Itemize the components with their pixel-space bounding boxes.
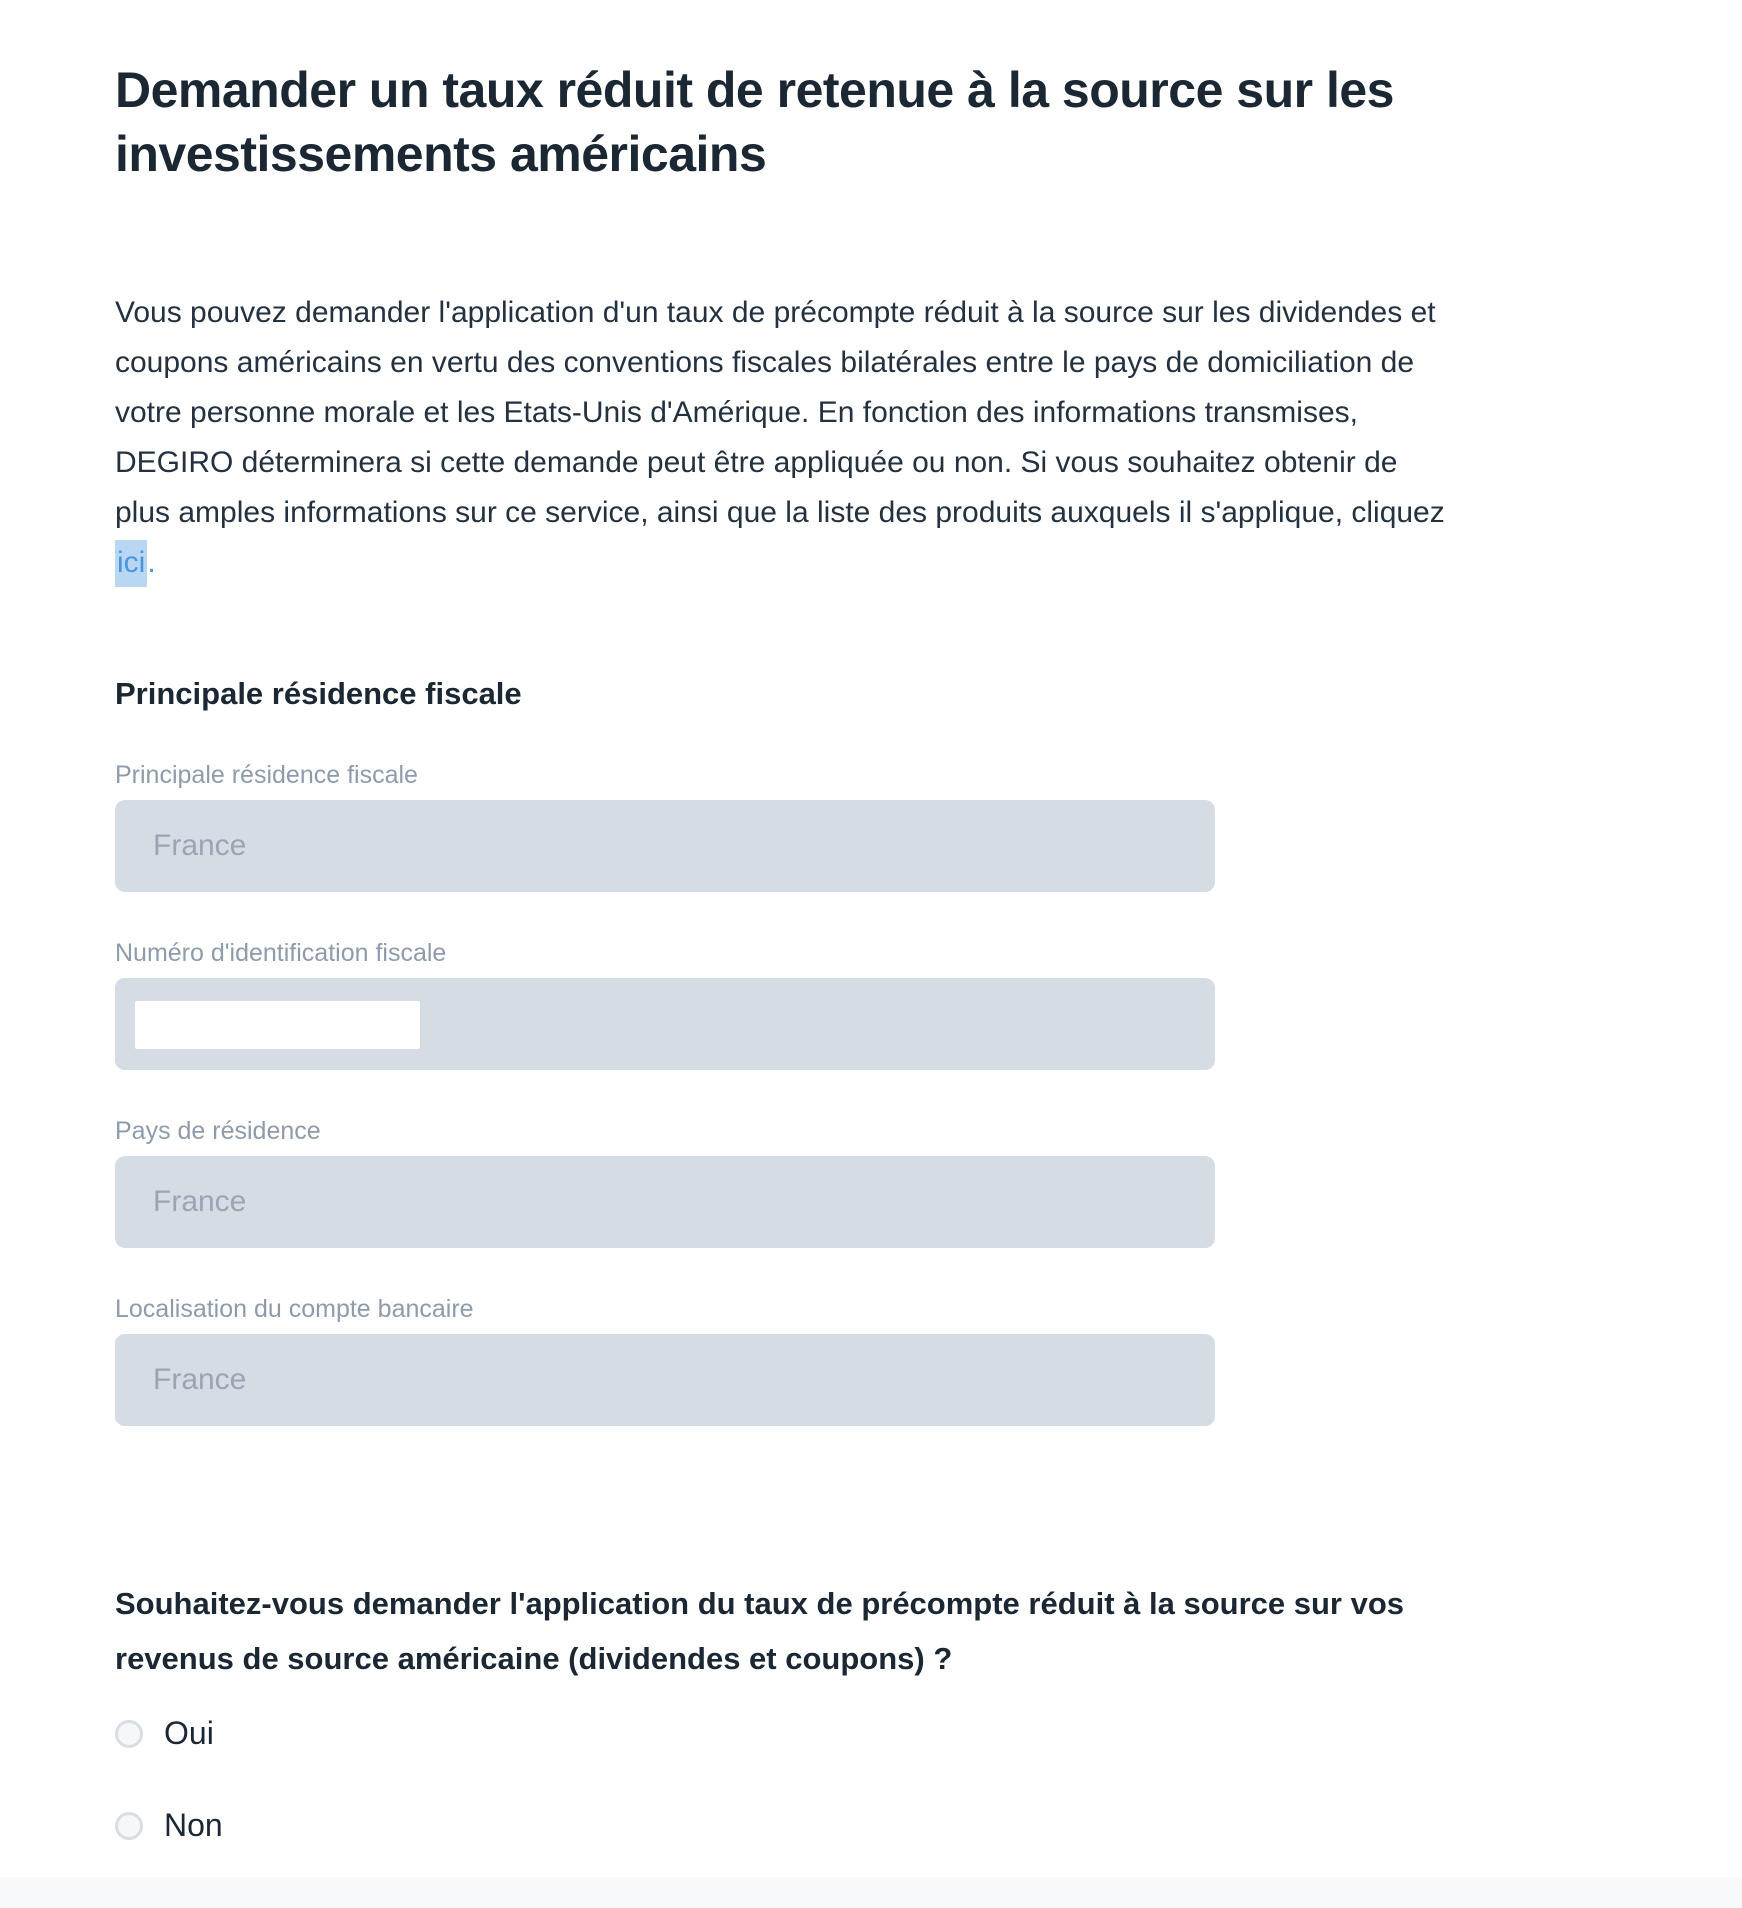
localisation-compte-bancaire-input[interactable] bbox=[115, 1334, 1215, 1426]
intro-line: coupons américains en vertu des conventions fiscales bilatérales entre le pays de domiciliation de bbox=[115, 346, 1415, 379]
intro-line: Vous pouvez demander l'application d'un taux de précompte réduit à la source sur les dividendes et bbox=[115, 296, 1436, 329]
localisation-compte-bancaire-label: Localisation du compte bancaire bbox=[115, 1295, 474, 1323]
page-title-line: Demander un taux réduit de retenue à la source sur les bbox=[115, 62, 1394, 118]
radio-option-non[interactable] bbox=[115, 1807, 415, 1844]
numero-identification-fiscale-label: Numéro d'identification fiscale bbox=[115, 939, 447, 967]
question-line: Souhaitez-vous demander l'application du taux de précompte réduit à la source sur vos bbox=[115, 1586, 1404, 1621]
page-title-line: investissements américains bbox=[115, 126, 767, 182]
pays-de-residence-input[interactable] bbox=[115, 1156, 1215, 1248]
redacted-value-box bbox=[135, 1001, 420, 1049]
field-value: France bbox=[153, 1185, 247, 1218]
field-localisation-compte-bancaire bbox=[115, 1292, 1742, 1426]
field-principale-residence-fiscale bbox=[115, 758, 1742, 892]
link-suffix-period: . bbox=[147, 546, 156, 579]
principale-residence-fiscale-input[interactable] bbox=[115, 800, 1215, 892]
pays-de-residence-label: Pays de résidence bbox=[115, 1117, 321, 1145]
intro-paragraph bbox=[115, 288, 1742, 588]
numero-identification-fiscale-input[interactable] bbox=[115, 978, 1215, 1070]
footer-strip bbox=[0, 1877, 1742, 1908]
intro-line: plus amples informations sur ce service, ainsi que la liste des produits auxquels il s'applique, cliquez bbox=[115, 496, 1445, 529]
field-numero-identification-fiscale bbox=[115, 936, 1742, 1070]
question-heading bbox=[115, 1576, 1742, 1686]
principale-residence-fiscale-label: Principale résidence fiscale bbox=[115, 761, 418, 789]
intro-line: votre personne morale et les Etats-Unis d'Amérique. En fonction des informations transmises, bbox=[115, 396, 1358, 429]
radio-unselected-icon[interactable] bbox=[115, 1720, 143, 1748]
intro-line: DEGIRO déterminera si cette demande peut être appliquée ou non. Si vous souhaitez obtenir de bbox=[115, 446, 1398, 479]
section-heading: Principale résidence fiscale bbox=[115, 676, 522, 711]
radio-option-oui[interactable] bbox=[115, 1715, 415, 1752]
page-title bbox=[115, 58, 1742, 186]
radio-oui-label: Oui bbox=[164, 1715, 214, 1751]
field-value: France bbox=[153, 1363, 247, 1396]
question-line: revenus de source américaine (dividendes et coupons) ? bbox=[115, 1641, 953, 1676]
radio-unselected-icon[interactable] bbox=[115, 1812, 143, 1840]
field-pays-de-residence bbox=[115, 1114, 1742, 1248]
field-value: France bbox=[153, 829, 247, 862]
more-info-link[interactable]: ici bbox=[115, 540, 147, 587]
radio-non-label: Non bbox=[164, 1807, 223, 1843]
intro-link-line bbox=[115, 538, 1742, 588]
